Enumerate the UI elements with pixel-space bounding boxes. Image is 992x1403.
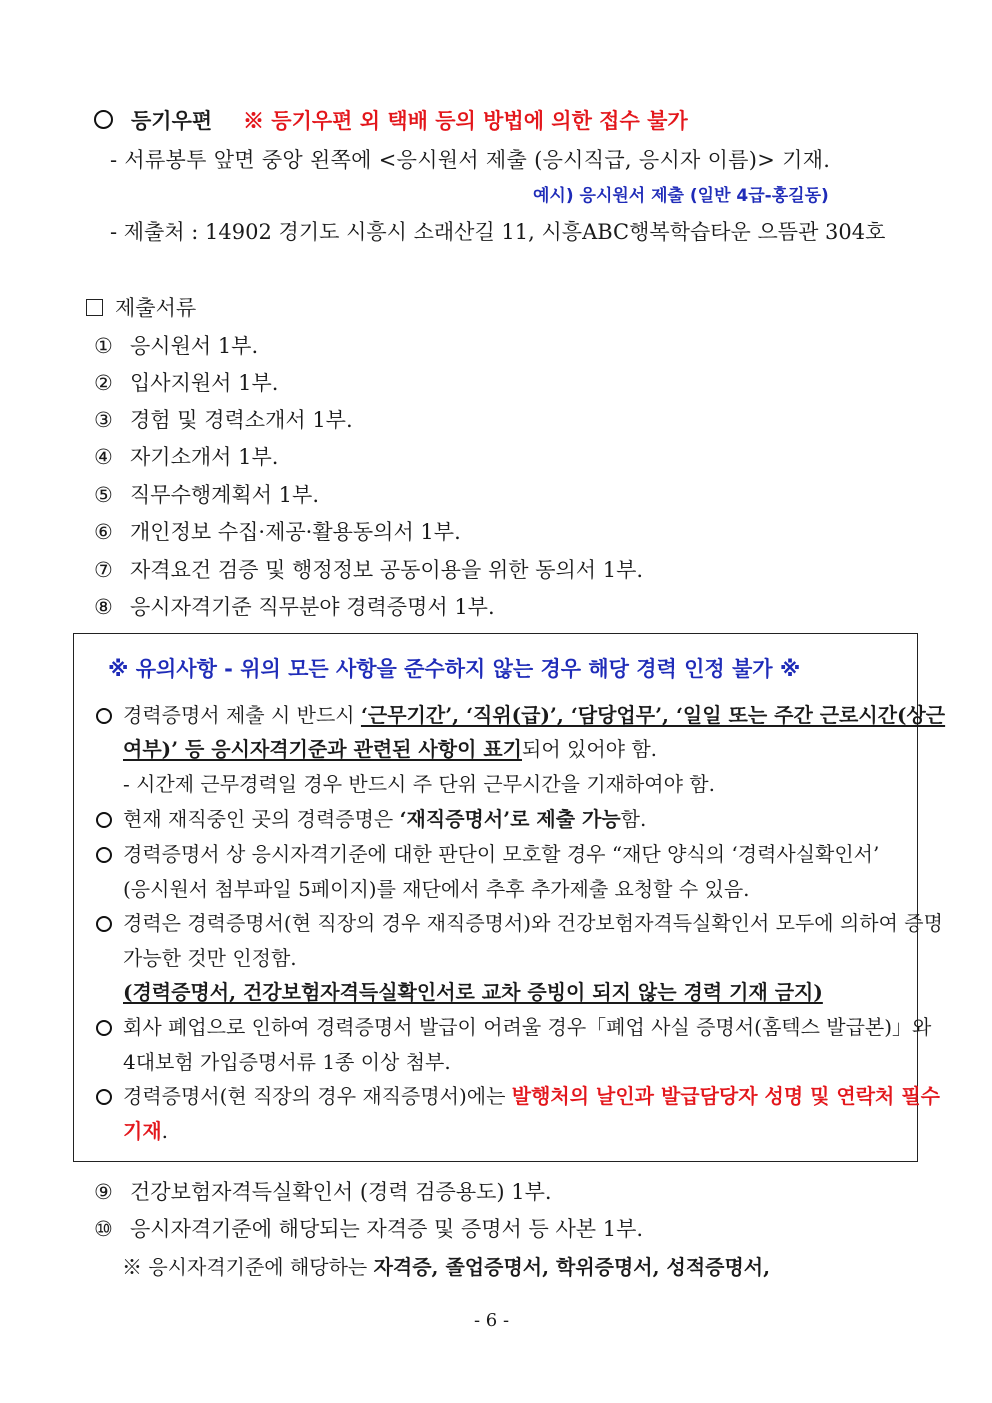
notice-bullet-2 [123, 805, 646, 833]
note-emphasis: 자격증, 졸업증명서, 학위증명서, 성적증명서, [373, 1255, 771, 1279]
envelope-example: 예시) 응시원서 제출 (일반 4급-홍길동) [533, 186, 829, 206]
list-item [94, 443, 278, 471]
checkbox-square-icon [86, 299, 103, 316]
notice-emphasis: 발행처의 날인과 발급담당자 성명 및 연락처 필수 [511, 1084, 940, 1108]
notice-bullet-5-cont: 4대보험 가입증명서류 1종 이상 첨부. [123, 1050, 451, 1074]
item-number: ⑤ [94, 483, 113, 507]
notice-bullet-4-warning: (경력증명서, 건강보험자격득실확인서로 교차 증빙이 되지 않는 경력 기재 금지) [123, 980, 823, 1004]
notice-bullet-6 [123, 1082, 940, 1110]
item-number: ⑥ [94, 520, 113, 544]
item-text: 자격요건 검증 및 행정정보 공동이용을 위한 동의서 1부. [130, 558, 644, 582]
address-line: - 제출처 : 14902 경기도 시흥시 소래산길 11, 시흥ABC행복학습타운 으뜸관 304호 [110, 220, 886, 244]
notice-title: ※ 유의사항 - 위의 모든 사항을 준수하지 않는 경우 해당 경력 인정 불가 ※ [108, 657, 801, 681]
item-text: 응시자격기준에 해당되는 자격증 및 증명서 등 사본 1부. [130, 1217, 644, 1241]
notice-bullet-1-cont [123, 735, 657, 763]
notice-emphasis: 여부)’ 등 응시자격기준과 관련된 사항이 표기 [123, 737, 522, 761]
item-text: 건강보험자격득실확인서 (경력 검증용도) 1부. [130, 1180, 552, 1204]
notice-bullet-6-cont [123, 1117, 168, 1145]
item-number: ① [94, 334, 113, 358]
item-text: 경험 및 경력소개서 1부. [130, 408, 353, 432]
envelope-instruction: - 서류봉투 앞면 중앙 왼쪽에 <응시원서 제출 (응시직급, 응시자 이름)> 기재. [110, 148, 831, 172]
list-item [94, 406, 353, 434]
list-item [94, 1215, 643, 1243]
list-item [94, 369, 278, 397]
item-number: ⑧ [94, 595, 113, 619]
notice-bullet-5: 회사 폐업으로 인하여 경력증명서 발급이 어려울 경우「폐업 사실 증명서(홈텍스 발급본)」와 [123, 1015, 932, 1039]
item-text: 입사지원서 1부. [130, 371, 279, 395]
documents-note [122, 1253, 770, 1281]
item-number: ② [94, 371, 113, 395]
item-text: 개인정보 수집·제공·활용동의서 1부. [130, 520, 461, 544]
notice-emphasis: ‘근무기간’, ‘직위(급)’, ‘담당업무’, ‘일일 또는 주간 근로시간(상근 [360, 703, 946, 727]
notice-bullet-4: 경력은 경력증명서(현 직장의 경우 재직증명서)와 건강보험자격득실확인서 모두에 의하여 증명 [123, 911, 943, 935]
notice-text: 경력증명서 제출 시 반드시 [123, 703, 361, 727]
circle-bullet-icon [96, 1020, 112, 1036]
item-number: ④ [94, 445, 113, 469]
list-item [94, 518, 461, 546]
item-text: 직무수행계획서 1부. [130, 483, 319, 507]
notice-emphasis: ‘재직증명서’로 제출 가능 [399, 807, 621, 831]
notice-bullet-4-cont: 가능한 것만 인정함. [123, 946, 297, 970]
item-number: ⑨ [94, 1180, 113, 1204]
item-number: ⑦ [94, 558, 113, 582]
notice-emphasis: 기재 [123, 1119, 162, 1143]
registered-mail-warning: ※ 등기우편 외 택배 등의 방법에 의한 접수 불가 [243, 108, 688, 133]
notice-text: 경력증명서(현 직장의 경우 재직증명서)에는 [123, 1084, 512, 1108]
registered-mail-label: 등기우편 [131, 108, 213, 133]
list-item [94, 332, 258, 360]
circle-bullet-icon [96, 812, 112, 828]
list-item [94, 593, 495, 621]
circle-bullet-icon [96, 916, 112, 932]
notice-bullet-3-cont: (응시원서 첨부파일 5페이지)를 재단에서 추후 추가제출 요청할 수 있음. [123, 877, 750, 901]
notice-text: 함. [620, 807, 647, 831]
list-item [94, 481, 319, 509]
notice-text: 되어 있어야 함. [522, 737, 657, 761]
notice-text: 현재 재직중인 곳의 경력증명은 [123, 807, 400, 831]
documents-heading-label: 제출서류 [115, 296, 197, 320]
page-number: - 6 - [474, 1310, 510, 1331]
item-text: 응시자격기준 직무분야 경력증명서 1부. [130, 595, 495, 619]
circle-bullet-icon [96, 708, 112, 724]
circle-bullet-icon [94, 110, 113, 129]
notice-bullet-3: 경력증명서 상 응시자격기준에 대한 판단이 모호할 경우 “재단 양식의 ‘경력사실확인서’ [123, 842, 880, 866]
notice-bullet-1-sub: - 시간제 근무경력일 경우 반드시 주 단위 근무시간을 기재하여야 함. [123, 772, 715, 796]
item-text: 응시원서 1부. [130, 334, 259, 358]
circle-bullet-icon [96, 1089, 112, 1105]
list-item [94, 1178, 552, 1206]
notice-text: . [161, 1119, 168, 1143]
item-text: 자기소개서 1부. [130, 445, 279, 469]
note-text: ※ 응시자격기준에 해당하는 [122, 1255, 374, 1279]
documents-heading [86, 294, 196, 322]
notice-bullet-1 [123, 701, 945, 729]
list-item [94, 556, 643, 584]
item-number: ⑩ [94, 1217, 113, 1241]
item-number: ③ [94, 408, 113, 432]
registered-mail-heading [94, 107, 212, 135]
circle-bullet-icon [96, 847, 112, 863]
